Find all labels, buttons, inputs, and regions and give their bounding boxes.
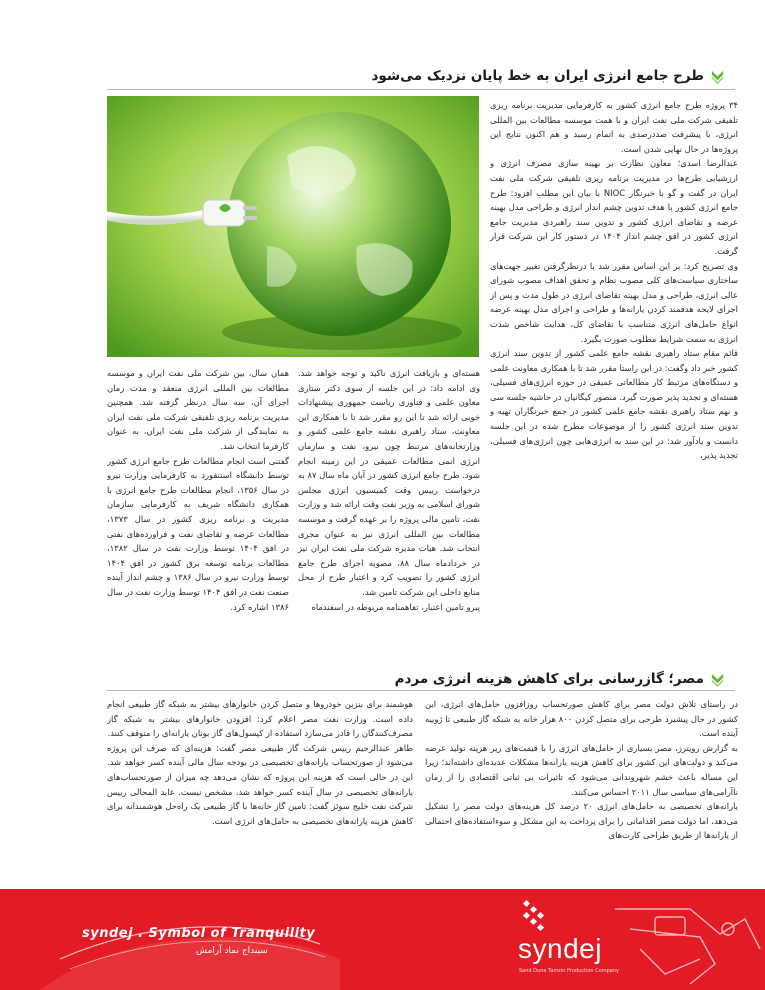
article2-column-right xyxy=(425,697,738,881)
paragraph: به گزارش رویترز، مصر بسیاری از حامل‌های انرژی را با قیمت‌های زیر هزینه تولید عرضه می‌کند و دولت‌های این کشور برای کاهش هزینه یارانه‌ها مشکلات عدیده‌ای داشته‌اند؛ زیرا این مساله باعث خشم شهروندانی می‌شود که تاثیرات بی ثباتی اقتصادی را از زمان ناآرامی‌های سیاسی سال ۲۰۱۱ احساس می‌کنند. xyxy=(425,742,738,797)
paragraph: هسته‌ای و بازیافت انرژی تاکید و توجه خواهد شد. وی ادامه داد: در این جلسه از سوی دکتر ستاری معاون علمی و فناوری ریاست جمهوری پیشنهادات خوبی ارائه شد تا این رو مقرر شد تا با همکاری این معاونت، ستاد راهبری نقشه جامع علمی کشور و وزارتخانه‌های مرتبط چون نیرو، نفت و سازمان انرژی اتمی مطالعات عمیقی در این زمینه انجام شود. طرح جامع انرژی کشور در آبان ماه سال ۸۷ به درخواست رییس وقت کمیسیون انرژی مجلس شورای اسلامی به وزیر نفت وقت ارائه شد و وزارت نفت، تامین مالی پروژه را بر عهده گرفت و موسسه مطالعات بین المللی انرژی نیز به عنوان مجری انتخاب شد. هیات مدیره شرکت ملی نفت ایران نیز در خردادماه سال ۸۸، مصوبه اجرای طرح جامع انرژی کشور را تصویب کرد و اعتبار طرح از محل منابع داخلی این شرکت تامین شد. xyxy=(298,368,480,597)
article2-heading xyxy=(395,671,725,687)
paragraph: همان سال، بین شرکت ملی نفت ایران و موسسه مطالعات بین المللی انرژی منعقد و مدت زمان اجرای آن، سه سال درنظر گرفته شد. همچنین مدیریت برنامه ریزی تلفیقی شرکت ملی نفت ایران به نمایندگی از شرکت ملی نفت ایران، به عنوان کارفرما انتخاب شد. xyxy=(107,368,289,451)
article2-column-left xyxy=(107,697,413,881)
footer-slogan-persian: سینداج نماد آرامش xyxy=(196,946,268,956)
paragraph: گفتنی است انجام مطالعات طرح جامع انرژی کشور توسط دانشگاه استنفورد به کارفرمایی وزارت نیرو در سال ۱۳۵۶، انجام مطالعات طرح جامع انرژی با همکاری دانشگاه شریف به کارفرمایی سازمان مدیریت و برنامه ریزی کشور در سال ۱۳۷۳، مطالعات عرضه و تقاضای نفت و فراورده‌های نفتی در افق ۱۴۰۴ توسط وزارت نفت در سال ۱۳۸۲، مطالعات برنامه توسعه برق کشور در افق ۱۴۰۴ توسط وزارت نیرو در سال ۱۳۸۶ و چشم انداز آینده صنعت نفت در افق ۱۴۰۴ توسط وزارت نفت در سال ۱۳۸۶ اشاره کرد. xyxy=(107,455,289,612)
article1-column-left xyxy=(107,366,289,642)
paragraph: وی تصریح کرد: بر این اساس مقرر شد با درنظرگرفتن تغییر جهت‌های ساختاری سیاست‌های کلی مصوب نظام و تحقق اهداف مصوب شورای عالی انرژی، طراحی و مدل بهینه تقاضای انرژی در طول مدت و پس از اجرای لایحه هدفمند کردن یارانه‌ها و طراحی و اجرای مدل بهینه عرضه انواع حامل‌های انرژی متناسب با تقاضای کل، هدایت شاخص شدت انرژی به سمت شرایط مطلوب صورت بگیرد. xyxy=(490,260,738,344)
paragraph: پیرو تامین اعتبار، تفاهمنامه مربوطه در اسفندماه xyxy=(311,601,480,612)
article1-heading-rule xyxy=(107,89,735,90)
paragraph: یارانه‌های تخصیصی به حامل‌های انرژی ۲۰ درصد کل هزینه‌های دولت مصر را تشکیل می‌دهد، اما دولت مصر اقداماتی را برای پرداخت به این مشکل و سوءاستفاده‌های احتمالی از یارانه‌ها از طریق طراحی کارت‌های xyxy=(425,801,738,841)
paragraph: قائم مقام ستاد راهبری نقشه جامع علمی کشور از تدوین سند انرژی کشور خبر داد وگفت: در این راستا مقرر شد تا با همکاری معاونت علمی و دستگاه‌های مرتبط کار مطالعاتی عمیقی در حوزه انرژی‌های فسیلی، هسته‌ای و تجدید پذیر صورت گیرد. منصور کیگانیان در حاشیه جلسه سی و نهم ستاد راهبری نقشه جامع علمی کشور در جمع خبرنگاران تهیه و تدوین سند انرژی کشور را از موضوعات مطرح شده در این جلسه دانست و یادآور شد: در این سند به انرژی‌هایی چون انرژی‌های فسیلی، تجدید پذیر، xyxy=(490,348,738,461)
earth-plug-illustration xyxy=(107,96,479,357)
article2-heading-rule xyxy=(107,690,735,691)
paragraph: ۳۴ پروژه طرح جامع انرژی کشور به کارفرمایی مدیریت برنامه ریزی تلفیقی شرکت ملی نفت ایران و با همت موسسه مطالعات بین المللی انرژی، با پیشرفت صددرصدی به اتمام رسید و هم اکنون نتایج این پروژه‌ها در حال نهایی شدن است. xyxy=(490,100,738,154)
article1-column-right xyxy=(490,98,738,643)
paragraph: طاهر عبدالرحیم رییس شرکت گاز طبیعی مصر گفت: هزینه‌ای که صرف این پروژه می‌شود از صورتحساب یارانه‌های تخصیصی در بودجه سال مالی آینده کسر خواهد شد. این در حالی است که هزینه این پروژه که نشان می‌دهد چه میزان از صورتحساب‌های یارانه‌های تخصیصی در سال آینده کسر خواهد شد، مشخص نیست. عابد المحالی رییس شرکت نفت خلیج سوئز گفت: تامین گاز خانه‌ها با گاز طبیعی یک راه‌حل هوشمندانه برای کاهش هزینه یارانه‌های تخصیصی به حامل‌های انرژی است. xyxy=(107,742,413,826)
article1-column-middle xyxy=(298,366,480,642)
article1-heading xyxy=(371,68,725,84)
green-earth-plug-photo xyxy=(107,96,479,357)
footer-slogan: syndej . Symbol of Tranquility xyxy=(82,926,316,941)
green-chevron-icon xyxy=(710,69,725,84)
brand-tagline: Sand Dune Tamzin Production Company xyxy=(519,968,619,974)
brand-name: syndej xyxy=(518,933,602,964)
syndej-logo-icon xyxy=(522,899,548,935)
article2-title: مصر؛ گازرسانی برای کاهش هزینه انرژی مردم xyxy=(394,671,704,687)
article1-title: طرح جامع انرژی ایران به خط پایان نزدیک می‌شود xyxy=(371,68,704,84)
paragraph: در راستای تلاش دولت مصر برای کاهش صورتحساب روزافزون حامل‌های انرژی، این کشور در حال پیشبرد طرحی برای متصل کردن ۸۰۰ هزار خانه به شبکه گاز طبیعی تا ژوییه آینده است. xyxy=(425,699,738,739)
paragraph: عبدالرضا اسدی؛ معاون نظارت بر بهینه سازی مصرف انرژی و ارزشیابی طرح‌ها در مدیریت برنامه ریزی تلفیقی شرکت ملی نفت ایران در گفت و گو با خبرنگار NIOC با بیان این مطلب افزود: طرح جامع انرژی کشور با هدف تدوین چشم انداز انرژی و طراحی مدل بهینه عرضه و تقاضای انرژی کشور و تدوین سند راهبردی مدیریت جامع انرژی کشور در افق چشم انداز ۱۴۰۴ در دستور کار این شرکت قرار گرفت. xyxy=(490,158,738,256)
footer-banner xyxy=(0,889,765,990)
paragraph: هوشمند برای بنزین خودروها و متصل کردن خانوارهای بیشتر به شبکه گاز طبیعی انجام داده است. وزارت نفت مصر اعلام کرد: افزودن خانوارهای بیشتر به شبکه گاز مصرف‌کنندگان را قادر می‌سازد استفاده از کپسول‌های گاز بوتان یارانه‌ای را متوقف کنند. xyxy=(107,699,413,739)
green-chevron-icon xyxy=(710,672,725,687)
